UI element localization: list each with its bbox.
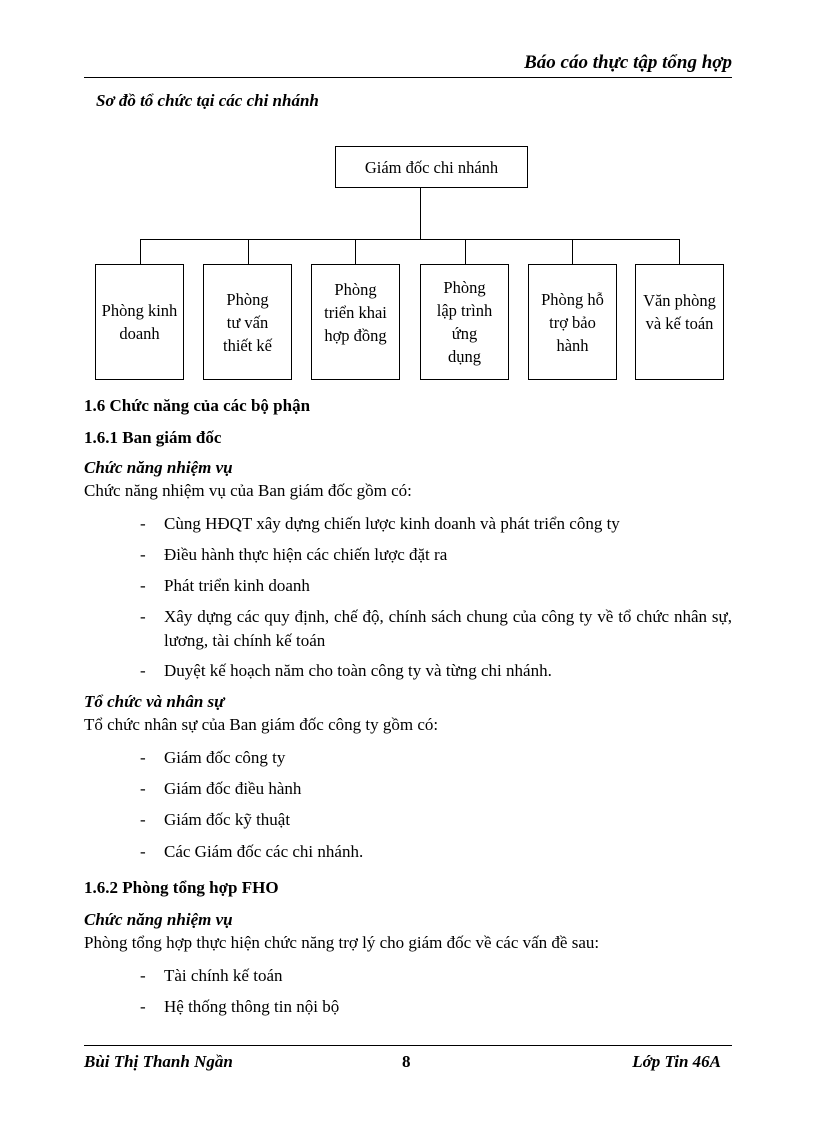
connector-drop [140,239,141,264]
header-title: Báo cáo thực tập tổng hợp [524,52,732,73]
org-box-van-phong: Văn phòng và kế toán [635,264,724,380]
subheading-chuc-nang: Chức năng nhiệm vụ [84,458,233,477]
connector-drop [679,239,680,264]
footer-author: Bùi Thị Thanh Ngần [84,1052,233,1071]
org-box-trien-khai: Phòng triển khai hợp đồng [311,264,400,380]
list-item: - Tài chính kế toán [140,966,283,985]
org-box-lap-trinh: Phòng lập trình ứng dụng [420,264,509,380]
connector-drop [572,239,573,264]
paragraph-intro: Phòng tổng hợp thực hiện chức năng trợ lý cho giám đốc về các vấn đề sau: [84,933,600,952]
list-item: - Phát triển kinh doanh [140,576,310,595]
subheading-to-chuc: Tổ chức và nhân sự [84,692,225,711]
org-box-kinh-doanh: Phòng kinh doanh [95,264,184,380]
section-heading-1-6: 1.6 Chức năng của các bộ phận [84,396,311,415]
list-item: - Điều hành thực hiện các chiến lược đặt ra [140,545,448,564]
section-heading-1-6-1: 1.6.1 Ban giám đốc [84,428,222,447]
paragraph-intro: Tổ chức nhân sự của Ban giám đốc công ty gồm có: [84,715,439,734]
connector-drop [248,239,249,264]
list-item: - Xây dựng các quy định, chế độ, chính sách chung của công ty về tổ chức nhân sự, lương, tài chính kế toán [140,607,732,650]
connector-drop [465,239,466,264]
list-item: - Giám đốc kỹ thuật [140,810,291,829]
header-rule [84,77,732,78]
connector-vertical [420,188,421,240]
org-root-label: Giám đốc chi nhánh [364,157,499,177]
connector-drop [355,239,356,264]
connector-horizontal [140,239,680,240]
footer-class: Lớp Tin 46A [632,1052,721,1071]
list-item: - Các Giám đốc các chi nhánh. [140,842,364,861]
list-item: - Giám đốc công ty [140,748,286,767]
list-item: - Duyệt kế hoạch năm cho toàn công ty và từng chi nhánh. [140,661,552,680]
org-root-box [335,146,528,188]
section-heading-1-6-2: 1.6.2 Phòng tổng hợp FHO [84,878,279,897]
org-chart-title: Sơ đồ tổ chức tại các chi nhánh [96,91,319,110]
list-item: - Hệ thống thông tin nội bộ [140,997,340,1016]
footer-rule [84,1045,732,1046]
list-item: - Giám đốc điều hành [140,779,302,798]
org-box-tu-van: Phòng tư vấn thiết kế [203,264,292,380]
list-item: - Cùng HĐQT xây dựng chiến lược kinh doanh và phát triển công ty [140,514,620,533]
paragraph-intro: Chức năng nhiệm vụ của Ban giám đốc gồm có: [84,481,412,500]
subheading-chuc-nang: Chức năng nhiệm vụ [84,910,233,929]
org-box-ho-tro: Phòng hỗ trợ bảo hành [528,264,617,380]
page-number: 8 [402,1052,411,1071]
